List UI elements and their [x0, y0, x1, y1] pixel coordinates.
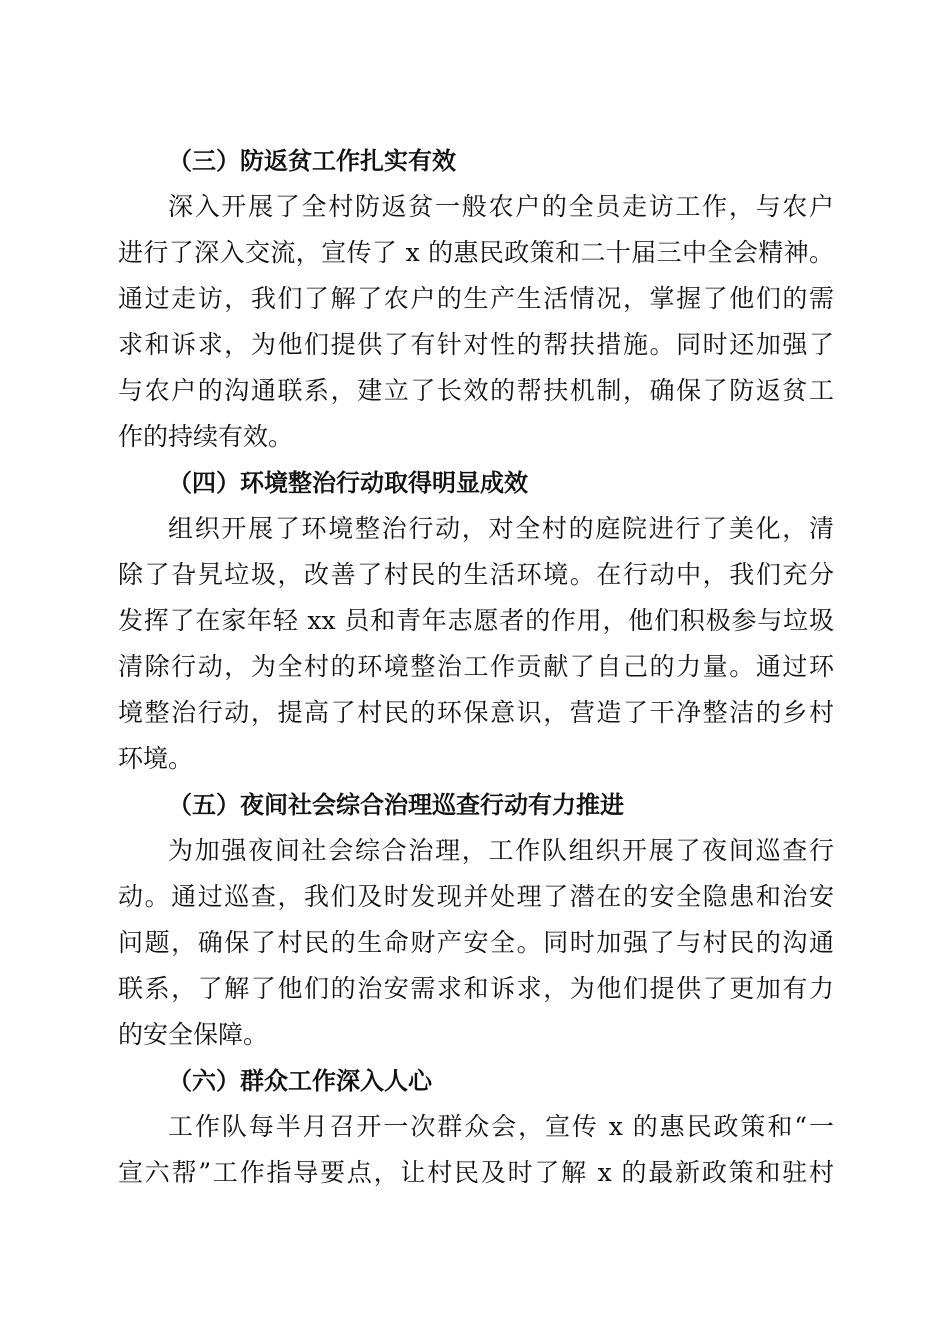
paragraph-line: 进行了深入交流，宣传了 x 的惠民政策和二十届三中全会精神。 [118, 238, 834, 267]
paragraph-line: 与农户的沟通联系，建立了长效的帮扶机制，确保了防返贫工 [118, 376, 834, 405]
section-heading-6: （六）群众工作深入人心 [168, 1067, 432, 1095]
paragraph-line: 环境。 [118, 744, 194, 773]
paragraph-line: 发挥了在家年轻 xx 员和青年志愿者的作用，他们积极参与垃圾 [118, 606, 834, 635]
paragraph-line: 动。通过巡查，我们及时发现并处理了潜在的安全隐患和治安 [118, 882, 834, 911]
paragraph-line: 组织开展了环境整治行动，对全村的庭院进行了美化，清 [168, 514, 834, 543]
paragraph-line: 境整治行动，提高了村民的环保意识，营造了干净整洁的乡村 [118, 698, 834, 727]
section-heading-4: （四）环境整治行动取得明显成效 [168, 469, 528, 497]
section-heading-3: （三）防返贫工作扎实有效 [168, 147, 456, 175]
paragraph-line: 问题，确保了村民的生命财产安全。同时加强了与村民的沟通 [118, 928, 834, 957]
paragraph-line: 宣六帮”工作指导要点，让村民及时了解 x 的最新政策和驻村 [118, 1158, 834, 1187]
paragraph-line: 联系，了解了他们的治安需求和诉求，为他们提供了更加有力 [118, 974, 834, 1003]
paragraph-line: 为加强夜间社会综合治理，工作队组织开展了夜间巡查行 [168, 836, 834, 865]
section-heading-5: （五）夜间社会综合治理巡查行动有力推进 [168, 791, 624, 819]
paragraph-line: 深入开展了全村防返贫一般农户的全员走访工作，与农户 [168, 192, 834, 221]
paragraph-line: 求和诉求，为他们提供了有针对性的帮扶措施。同时还加强了 [118, 330, 834, 359]
paragraph-line: 的安全保障。 [118, 1020, 269, 1049]
paragraph-line: 清除行动，为全村的环境整治工作贡献了自己的力量。通过环 [118, 652, 834, 681]
document-body [118, 138, 834, 1196]
paragraph-line: 除了旮旯垃圾，改善了村民的生活环境。在行动中，我们充分 [118, 560, 834, 589]
paragraph-line: 作的持续有效。 [118, 422, 294, 451]
paragraph-line: 通过走访，我们了解了农户的生产生活情况，掌握了他们的需 [118, 284, 834, 313]
paragraph-line: 工作队每半月召开一次群众会，宣传 x 的惠民政策和“一 [168, 1112, 834, 1141]
